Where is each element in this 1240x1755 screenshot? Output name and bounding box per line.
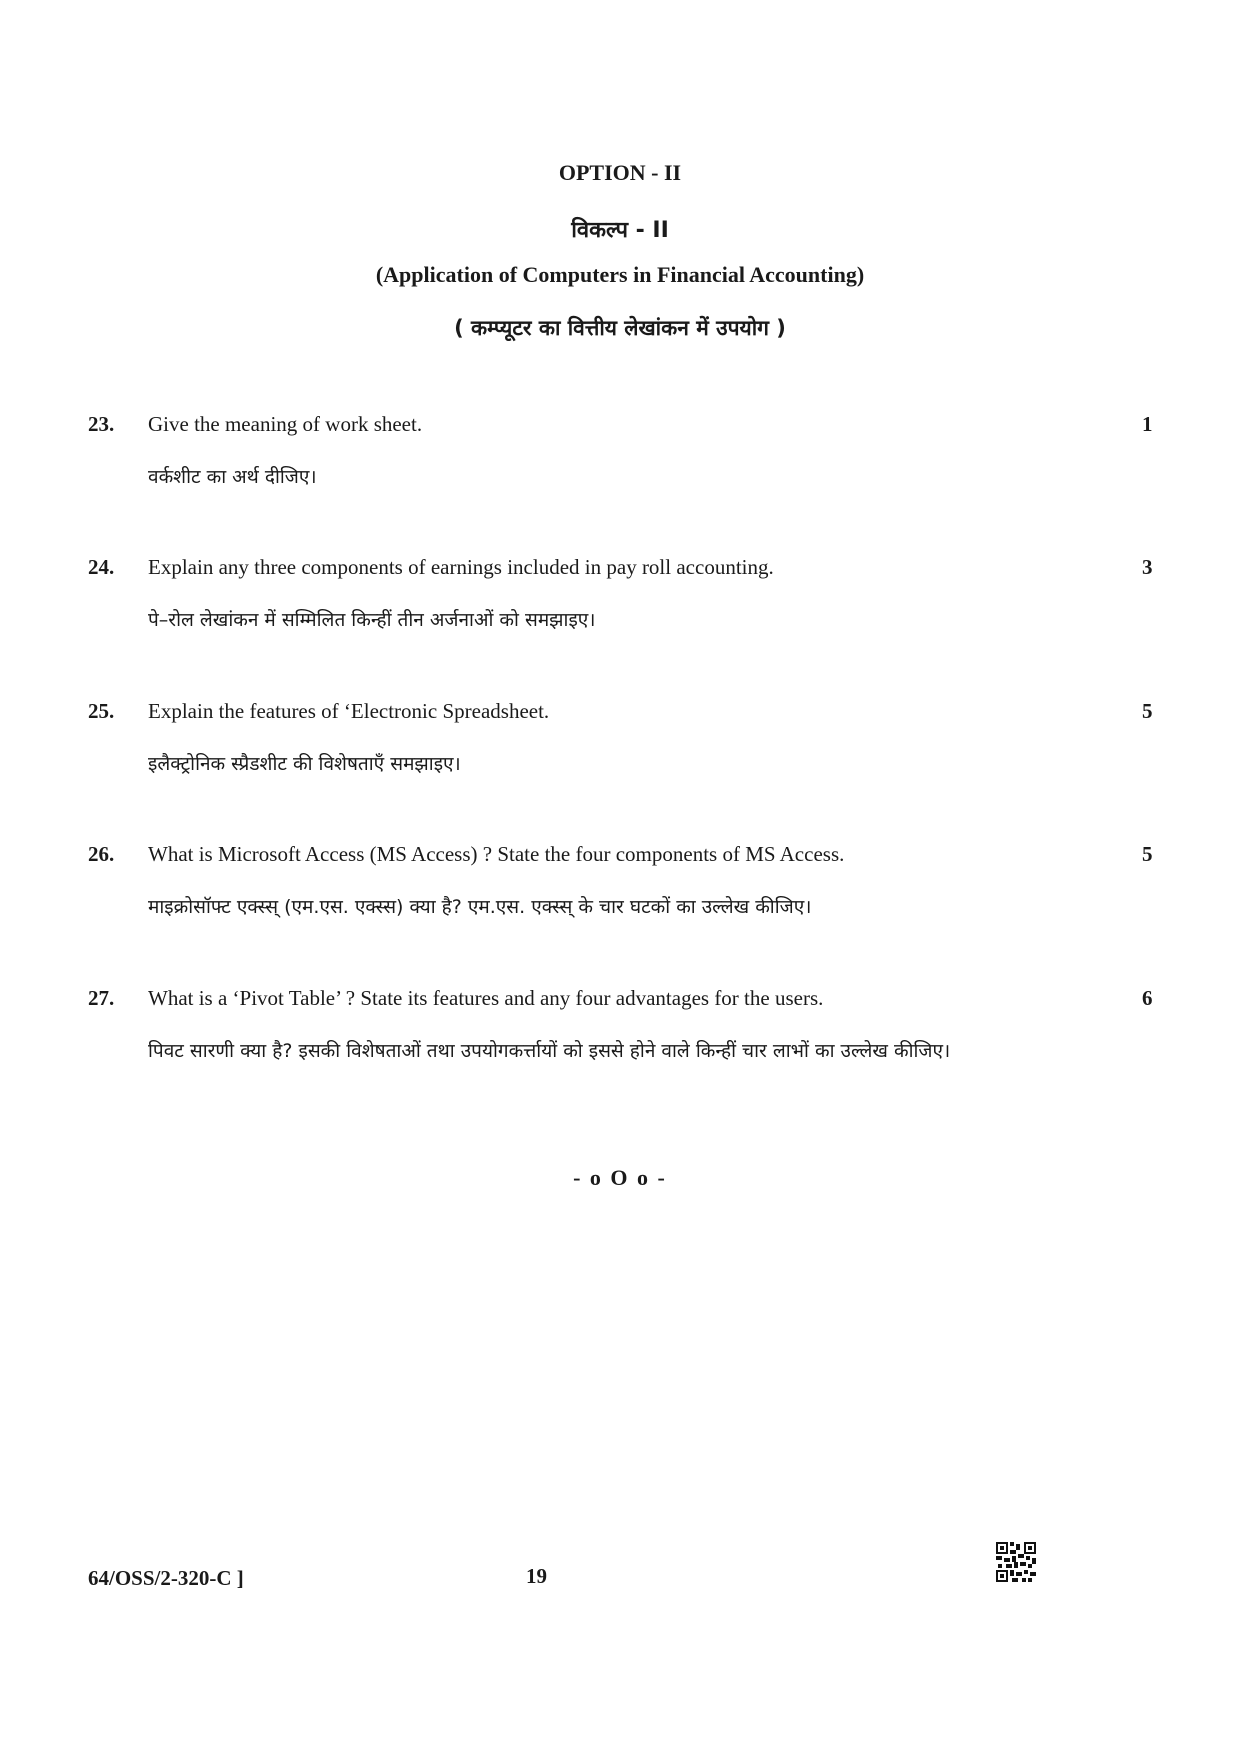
question-marks: 6 xyxy=(1142,986,1153,1010)
question-text-english: Explain any three components of earnings included in pay roll accounting. xyxy=(148,555,774,579)
question-number: 24. xyxy=(88,555,115,579)
page-number: 19 xyxy=(526,1564,547,1588)
question-text-hindi: इलैक्ट्रोनिक स्प्रैडशीट की विशेषताएँ समझाइए। xyxy=(148,753,461,775)
question-text-english: What is Microsoft Access (MS Access) ? State the four components of MS Access. xyxy=(148,842,845,866)
question-marks: 3 xyxy=(1142,555,1153,579)
qr-code-icon xyxy=(996,1542,1036,1582)
paper-code: 64/OSS/2-320-C ] xyxy=(88,1566,244,1590)
question-number: 27. xyxy=(88,986,115,1010)
question-number: 23. xyxy=(88,412,115,436)
option-heading-hindi: विकल्प - II xyxy=(571,218,669,243)
subject-heading: (Application of Computers in Financial Accounting) xyxy=(375,262,865,287)
question-marks: 5 xyxy=(1142,699,1153,723)
question-number: 26. xyxy=(88,842,115,866)
end-of-paper-mark: - o O o - xyxy=(573,1165,667,1190)
question-marks: 1 xyxy=(1142,412,1153,436)
question-text-hindi: पे–रोल लेखांकन में सम्मिलित किन्हीं तीन अर्जनाओं को समझाइए। xyxy=(148,609,596,631)
question-text-hindi: वर्कशीट का अर्थ दीजिए। xyxy=(148,466,317,488)
subject-heading-hindi: ( कम्प्यूटर का वित्तीय लेखांकन में उपयोग ) xyxy=(454,316,786,340)
question-text-english: Give the meaning of work sheet. xyxy=(148,412,423,436)
question-marks: 5 xyxy=(1142,842,1153,866)
question-text-hindi: पिवट सारणी क्या है? इसकी विशेषताओं तथा उपयोगकर्त्तायों को इससे होने वाले किन्हीं चार लाभों का उल्लेख कीजिए। xyxy=(148,1040,951,1062)
question-text-english: Explain the features of ‘Electronic Spreadsheet. xyxy=(148,699,550,723)
question-number: 25. xyxy=(88,699,115,723)
question-text-english: What is a ‘Pivot Table’ ? State its features and any four advantages for the users. xyxy=(148,986,824,1010)
question-text-hindi: माइक्रोसॉफ्ट एक्स्स् (एम.एस. एक्स्स) क्या है? एम.एस. एक्स्स् के चार घटकों का उल्लेख कीजिए। xyxy=(148,896,812,918)
option-heading: OPTION - II xyxy=(558,160,682,185)
